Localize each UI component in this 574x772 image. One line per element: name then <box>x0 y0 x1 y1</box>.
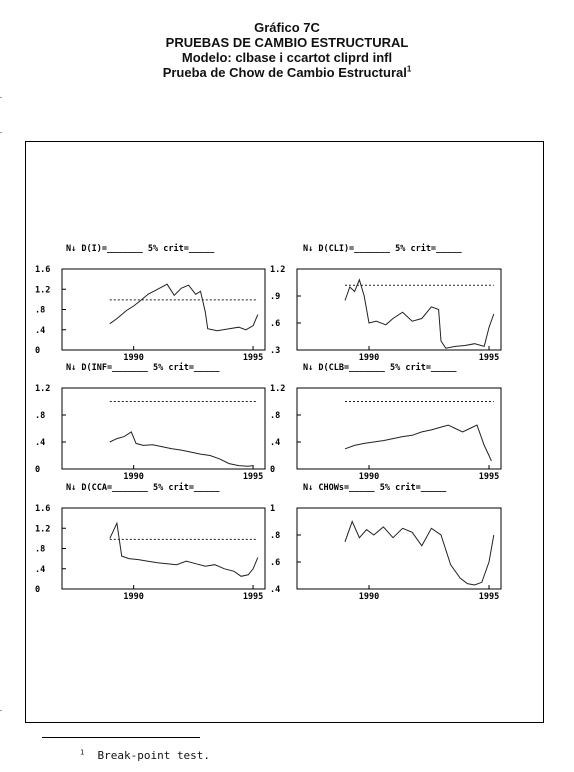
statistic-line <box>110 432 253 466</box>
y-tick-label: .4 <box>270 438 281 448</box>
plot-area <box>62 269 265 350</box>
x-tick-label: 1995 <box>242 472 264 482</box>
chart-title: N↓ D(CLB=_______ 5% crit=_____ <box>303 363 457 373</box>
chart-panel <box>35 482 265 602</box>
y-tick-label: 1.6 <box>35 504 51 514</box>
x-tick-label: 1995 <box>478 592 500 602</box>
margin-mark <box>0 132 2 133</box>
model-description: Modelo: clbase i ccartot cliprd infl <box>181 50 393 65</box>
statistic-line <box>345 522 494 586</box>
y-tick-label: 0 <box>35 465 41 475</box>
margin-mark <box>0 97 2 98</box>
y-tick-label: .6 <box>270 558 281 568</box>
y-tick-label: 1.2 <box>35 524 51 535</box>
y-tick-label: .8 <box>35 305 46 316</box>
y-tick-label: .8 <box>35 544 46 555</box>
y-tick-label: .4 <box>35 564 46 575</box>
chart-panel <box>270 243 501 363</box>
y-tick-label: 1.6 <box>35 265 51 275</box>
y-tick-label: .4 <box>35 438 46 448</box>
chart-panel <box>35 243 265 363</box>
chart-panel <box>35 362 265 482</box>
y-tick-label: .9 <box>270 292 281 302</box>
footnote <box>80 749 210 762</box>
chart-title: N↓ D(CLI)=_______ 5% crit=_____ <box>303 244 462 254</box>
x-tick-label: 1990 <box>358 592 380 602</box>
y-tick-label: 1.2 <box>35 285 51 296</box>
plot-area <box>297 508 501 589</box>
test-description-text: Prueba de Chow de Cambio Estructural <box>162 65 407 80</box>
chart-title: N↓ D(I)=_______ 5% crit=_____ <box>66 244 215 254</box>
y-tick-label: .3 <box>270 346 281 356</box>
x-tick-label: 1990 <box>358 472 380 482</box>
statistic-line <box>110 284 258 331</box>
x-tick-label: 1995 <box>242 353 264 363</box>
chart-title: N↓ D(INF=_______ 5% crit=_____ <box>66 363 220 373</box>
y-tick-label: .8 <box>270 411 281 421</box>
margin-mark <box>0 710 2 711</box>
plot-area <box>62 388 265 469</box>
y-tick-label: .4 <box>270 585 281 595</box>
footnote-marker: 1 <box>80 748 85 757</box>
y-tick-label: 1 <box>270 504 276 514</box>
x-tick-label: 1990 <box>358 353 380 363</box>
statistic-line <box>345 280 494 348</box>
y-tick-label: 1.2 <box>270 384 286 394</box>
footnote-ref: 1 <box>406 64 412 74</box>
y-tick-label: 1.2 <box>270 265 286 275</box>
y-tick-label: .8 <box>270 531 281 541</box>
x-tick-label: 1995 <box>478 353 500 363</box>
footnote-text: Break-point test. <box>97 749 211 762</box>
x-tick-label: 1995 <box>478 472 500 482</box>
plot-area <box>297 269 501 350</box>
figure-number: Gráfico 7C <box>254 20 320 35</box>
y-tick-label: 0 <box>35 585 41 595</box>
y-tick-label: 0 <box>35 346 41 356</box>
y-tick-label: .6 <box>270 319 281 329</box>
chart-panel <box>270 362 501 482</box>
chart-title: N↓ CHOWs=_____ 5% crit=_____ <box>303 483 447 493</box>
y-tick-label: 0 <box>270 465 276 475</box>
x-tick-label: 1990 <box>123 353 144 363</box>
x-tick-label: 1990 <box>123 592 144 602</box>
plot-area <box>62 508 265 589</box>
statistic-line <box>110 523 258 576</box>
statistic-line <box>345 425 491 461</box>
x-tick-label: 1990 <box>123 472 144 482</box>
footnote-rule <box>42 737 200 738</box>
y-tick-label: .8 <box>35 411 46 421</box>
y-tick-label: .4 <box>35 325 46 336</box>
chart-panel <box>270 482 501 602</box>
x-tick-label: 1995 <box>242 592 264 602</box>
y-tick-label: 1.2 <box>35 384 51 394</box>
chart-title: N↓ D(CCA=_______ 5% crit=_____ <box>66 483 220 493</box>
figure-title: PRUEBAS DE CAMBIO ESTRUCTURAL <box>165 35 409 50</box>
